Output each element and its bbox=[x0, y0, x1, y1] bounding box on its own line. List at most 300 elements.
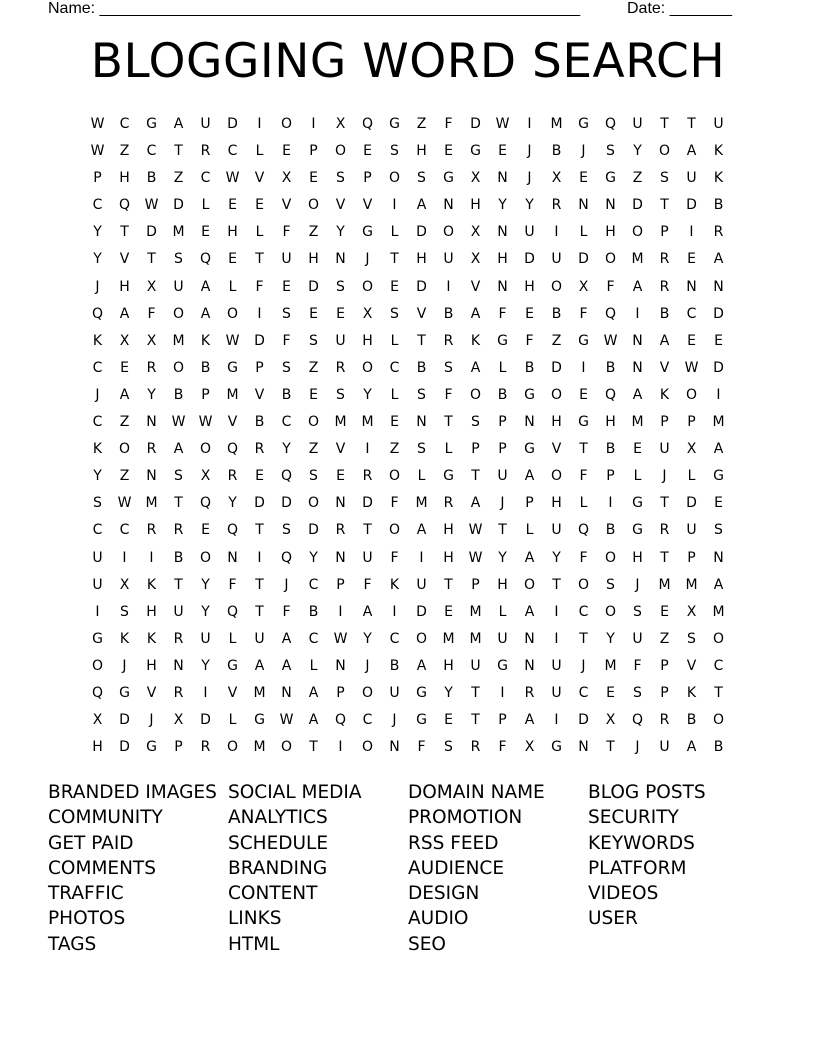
grid-letter: O bbox=[361, 684, 374, 701]
grid-letter: M bbox=[631, 251, 644, 268]
grid-letter: U bbox=[389, 684, 400, 701]
grid-letter: K bbox=[470, 332, 481, 349]
word-list-item: BRANDED IMAGES bbox=[48, 782, 217, 803]
grid-letter: P bbox=[660, 414, 669, 431]
word-list-item: GET PAID bbox=[48, 832, 134, 854]
grid-letter: B bbox=[281, 386, 292, 403]
grid-letter: N bbox=[497, 278, 508, 295]
grid-letter: O bbox=[577, 576, 590, 593]
word-list-item: AUDIENCE bbox=[408, 857, 505, 879]
grid-letter: T bbox=[390, 251, 399, 268]
grid-letter: M bbox=[550, 116, 563, 132]
grid-letter: N bbox=[416, 414, 427, 431]
word-list-item: TAGS bbox=[48, 933, 97, 955]
grid-letter: J bbox=[635, 739, 640, 756]
grid-letter: H bbox=[497, 576, 508, 593]
grid-letter: F bbox=[498, 305, 507, 322]
word-list-item: COMMENTS bbox=[48, 857, 156, 879]
grid-letter: C bbox=[92, 522, 103, 539]
grid-letter: B bbox=[713, 739, 724, 756]
grid-letter: D bbox=[173, 197, 184, 214]
grid-letter: D bbox=[308, 278, 319, 295]
grid-letter: N bbox=[281, 684, 292, 701]
grid-letter: O bbox=[199, 549, 212, 566]
grid-letter: O bbox=[550, 386, 563, 403]
grid-letter: D bbox=[119, 739, 130, 756]
grid-letter: H bbox=[119, 170, 130, 187]
grid-letter: J bbox=[365, 251, 370, 268]
grid-letter: E bbox=[687, 332, 696, 349]
grid-letter: K bbox=[119, 630, 130, 647]
grid-letter: W bbox=[225, 332, 240, 349]
grid-letter: B bbox=[605, 441, 616, 458]
grid-letter: S bbox=[282, 359, 291, 376]
grid-letter: A bbox=[200, 278, 211, 295]
grid-letter: T bbox=[498, 522, 507, 539]
grid-letter: X bbox=[551, 170, 562, 187]
grid-letter: G bbox=[497, 332, 508, 349]
grid-letter: T bbox=[471, 468, 480, 485]
grid-letter: L bbox=[390, 332, 399, 349]
grid-letter: E bbox=[579, 386, 588, 403]
grid-letter: L bbox=[525, 522, 534, 539]
grid-letter: V bbox=[146, 684, 157, 701]
grid-letter: A bbox=[524, 712, 535, 729]
grid-letter: H bbox=[551, 495, 562, 512]
grid-letter: J bbox=[284, 576, 289, 593]
grid-letter: D bbox=[470, 116, 481, 132]
grid-letter: Q bbox=[361, 116, 374, 132]
grid-letter: P bbox=[336, 684, 345, 701]
grid-letter: E bbox=[390, 278, 399, 295]
grid-letter: P bbox=[498, 414, 507, 431]
grid-letter: P bbox=[606, 468, 615, 485]
grid-letter: I bbox=[392, 603, 397, 620]
date-field-label: Date: _______ bbox=[627, 0, 732, 17]
grid-letter: O bbox=[550, 278, 563, 295]
grid-letter: O bbox=[226, 305, 239, 322]
grid-letter: E bbox=[363, 143, 372, 160]
grid-letter: R bbox=[659, 522, 670, 539]
grid-letter: N bbox=[713, 278, 724, 295]
grid-letter: H bbox=[605, 414, 616, 431]
word-list bbox=[48, 780, 768, 957]
grid-letter: E bbox=[525, 305, 534, 322]
grid-letter: S bbox=[471, 414, 480, 431]
grid-letter: W bbox=[117, 495, 132, 512]
word-list-item: AUDIO bbox=[408, 908, 469, 930]
grid-letter: L bbox=[498, 359, 507, 376]
grid-letter: L bbox=[255, 224, 264, 241]
grid-letter: C bbox=[119, 116, 130, 132]
grid-letter: V bbox=[416, 305, 427, 322]
grid-letter: A bbox=[281, 630, 292, 647]
grid-letter: O bbox=[307, 414, 320, 431]
grid-letter: E bbox=[309, 305, 318, 322]
grid-letter: E bbox=[714, 332, 723, 349]
grid-letter: O bbox=[550, 468, 563, 485]
grid-letter: D bbox=[713, 359, 724, 376]
grid-letter: O bbox=[307, 197, 320, 214]
grid-letter: V bbox=[470, 278, 481, 295]
grid-letter: I bbox=[149, 549, 154, 566]
grid-letter: P bbox=[498, 712, 507, 729]
grid-letter: B bbox=[686, 712, 697, 729]
grid-letter: U bbox=[362, 549, 373, 566]
grid-letter: E bbox=[444, 712, 453, 729]
grid-letter: I bbox=[554, 603, 559, 620]
grid-letter: H bbox=[470, 197, 481, 214]
grid-letter: O bbox=[469, 386, 482, 403]
grid-letter: I bbox=[608, 495, 613, 512]
grid-letter: W bbox=[225, 170, 240, 187]
grid-letter: H bbox=[119, 278, 130, 295]
grid-letter: F bbox=[498, 739, 507, 756]
grid-letter: E bbox=[444, 603, 453, 620]
word-list-item: HTML bbox=[228, 933, 280, 955]
grid-letter: S bbox=[282, 305, 291, 322]
grid-letter: Y bbox=[444, 684, 453, 701]
grid-letter: U bbox=[173, 278, 184, 295]
grid-letter: I bbox=[635, 305, 640, 322]
grid-letter: U bbox=[254, 630, 265, 647]
grid-letter: R bbox=[200, 739, 211, 756]
grid-letter: M bbox=[253, 739, 266, 756]
grid-letter: N bbox=[497, 224, 508, 241]
grid-letter: I bbox=[122, 549, 127, 566]
grid-letter: D bbox=[308, 522, 319, 539]
grid-letter: F bbox=[417, 739, 426, 756]
grid-letter: O bbox=[199, 441, 212, 458]
grid-letter: L bbox=[228, 278, 237, 295]
grid-letter: Y bbox=[363, 630, 372, 647]
grid-letter: N bbox=[686, 278, 697, 295]
grid-letter: J bbox=[95, 386, 100, 403]
word-list-item: LINKS bbox=[228, 908, 282, 930]
grid-letter: G bbox=[227, 359, 238, 376]
grid-letter: L bbox=[417, 468, 426, 485]
grid-letter: B bbox=[173, 549, 184, 566]
grid-letter: J bbox=[662, 468, 667, 485]
grid-letter: M bbox=[334, 414, 347, 431]
grid-letter: D bbox=[254, 332, 265, 349]
grid-letter: J bbox=[365, 657, 370, 674]
grid-letter: X bbox=[524, 739, 535, 756]
grid-letter: M bbox=[253, 684, 266, 701]
grid-letter: T bbox=[255, 603, 264, 620]
grid-letter: U bbox=[281, 251, 292, 268]
grid-letter: Q bbox=[604, 386, 617, 403]
grid-letter: X bbox=[335, 116, 346, 132]
grid-letter: G bbox=[119, 684, 130, 701]
word-list-item: PHOTOS bbox=[48, 908, 126, 930]
grid-letter: R bbox=[659, 712, 670, 729]
grid-letter: V bbox=[281, 197, 292, 214]
grid-letter: P bbox=[498, 441, 507, 458]
grid-letter: C bbox=[308, 576, 319, 593]
grid-letter: T bbox=[687, 116, 696, 132]
grid-letter: Z bbox=[308, 441, 319, 458]
grid-letter: Q bbox=[226, 522, 239, 539]
grid-letter: E bbox=[444, 143, 453, 160]
grid-letter: G bbox=[389, 116, 400, 132]
grid-letter: O bbox=[280, 739, 293, 756]
grid-letter: V bbox=[254, 170, 265, 187]
grid-letter: Y bbox=[228, 495, 237, 512]
grid-letter: R bbox=[173, 684, 184, 701]
grid-letter: E bbox=[606, 684, 615, 701]
grid-letter: U bbox=[200, 630, 211, 647]
grid-letter: R bbox=[659, 278, 670, 295]
grid-letter: C bbox=[119, 522, 130, 539]
grid-letter: S bbox=[120, 603, 129, 620]
grid-letter: E bbox=[660, 603, 669, 620]
grid-letter: S bbox=[444, 359, 453, 376]
grid-letter: P bbox=[687, 414, 696, 431]
grid-letter: N bbox=[173, 657, 184, 674]
grid-letter: Q bbox=[118, 197, 131, 214]
grid-letter: V bbox=[254, 386, 265, 403]
grid-letter: T bbox=[660, 549, 669, 566]
grid-letter: M bbox=[604, 657, 617, 674]
grid-letter: N bbox=[713, 549, 724, 566]
grid-letter: I bbox=[203, 684, 208, 701]
grid-letter: A bbox=[281, 657, 292, 674]
grid-letter: A bbox=[308, 712, 319, 729]
grid-letter: M bbox=[685, 576, 698, 593]
grid-letter: J bbox=[392, 712, 397, 729]
grid-letter: F bbox=[579, 305, 588, 322]
grid-letter: U bbox=[497, 468, 508, 485]
grid-letter: B bbox=[146, 170, 157, 187]
word-list-item: DOMAIN NAME bbox=[408, 782, 545, 803]
grid-letter: T bbox=[579, 441, 588, 458]
grid-letter: K bbox=[146, 576, 157, 593]
grid-letter: Y bbox=[606, 630, 615, 647]
grid-letter: U bbox=[470, 657, 481, 674]
grid-letter: Y bbox=[309, 549, 318, 566]
grid-letter: I bbox=[554, 224, 559, 241]
grid-letter: O bbox=[334, 143, 347, 160]
grid-letter: B bbox=[308, 603, 319, 620]
grid-letter: C bbox=[686, 305, 697, 322]
grid-letter: F bbox=[444, 116, 453, 132]
grid-letter: F bbox=[255, 278, 264, 295]
grid-letter: M bbox=[172, 224, 185, 241]
grid-letter: U bbox=[713, 116, 724, 132]
grid-letter: P bbox=[660, 657, 669, 674]
grid-letter: G bbox=[416, 712, 427, 729]
grid-letter: E bbox=[282, 278, 291, 295]
grid-letter: T bbox=[255, 251, 264, 268]
grid-letter: N bbox=[605, 197, 616, 214]
grid-letter: G bbox=[605, 170, 616, 187]
grid-letter: D bbox=[578, 712, 589, 729]
grid-letter: W bbox=[495, 116, 510, 132]
grid-letter: O bbox=[658, 143, 671, 160]
word-list-item: BLOG POSTS bbox=[588, 782, 706, 803]
grid-letter: E bbox=[390, 414, 399, 431]
grid-letter: K bbox=[686, 684, 697, 701]
grid-letter: I bbox=[419, 549, 424, 566]
grid-letter: E bbox=[714, 495, 723, 512]
grid-letter: Q bbox=[280, 468, 293, 485]
grid-letter: F bbox=[606, 278, 615, 295]
grid-letter: Z bbox=[308, 359, 319, 376]
grid-letter: S bbox=[606, 143, 615, 160]
grid-letter: S bbox=[336, 278, 345, 295]
grid-letter: R bbox=[146, 441, 157, 458]
grid-letter: T bbox=[660, 116, 669, 132]
grid-letter: X bbox=[362, 305, 373, 322]
grid-letter: K bbox=[200, 332, 211, 349]
grid-letter: Q bbox=[91, 305, 104, 322]
grid-letter: H bbox=[443, 522, 454, 539]
grid-letter: M bbox=[226, 386, 239, 403]
grid-letter: A bbox=[200, 305, 211, 322]
grid-letter: W bbox=[171, 414, 186, 431]
grid-letter: U bbox=[173, 603, 184, 620]
grid-letter: S bbox=[606, 576, 615, 593]
grid-letter: X bbox=[686, 603, 697, 620]
grid-letter: G bbox=[254, 712, 265, 729]
grid-letter: Y bbox=[525, 197, 534, 214]
grid-letter: Z bbox=[308, 224, 319, 241]
grid-letter: A bbox=[713, 441, 724, 458]
grid-letter: T bbox=[255, 522, 264, 539]
grid-letter: O bbox=[415, 630, 428, 647]
grid-letter: E bbox=[309, 386, 318, 403]
grid-letter: O bbox=[307, 495, 320, 512]
grid-letter: O bbox=[604, 251, 617, 268]
grid-letter: V bbox=[119, 251, 130, 268]
grid-letter: E bbox=[255, 197, 264, 214]
grid-letter: B bbox=[713, 197, 724, 214]
grid-letter: U bbox=[92, 549, 103, 566]
grid-letter: Z bbox=[416, 116, 427, 132]
grid-letter: S bbox=[282, 522, 291, 539]
grid-letter: S bbox=[336, 170, 345, 187]
grid-letter: B bbox=[605, 522, 616, 539]
grid-letter: V bbox=[227, 684, 238, 701]
grid-letter: Z bbox=[632, 170, 643, 187]
grid-letter: R bbox=[146, 522, 157, 539]
grid-letter: I bbox=[554, 630, 559, 647]
grid-letter: C bbox=[281, 414, 292, 431]
grid-letter: O bbox=[172, 359, 185, 376]
grid-letter: E bbox=[282, 143, 291, 160]
grid-letter: Q bbox=[199, 495, 212, 512]
grid-letter: X bbox=[470, 224, 481, 241]
word-list-item: BRANDING bbox=[228, 857, 328, 879]
grid-letter: H bbox=[632, 549, 643, 566]
grid-letter: T bbox=[471, 684, 480, 701]
grid-letter: A bbox=[254, 657, 265, 674]
grid-letter: Y bbox=[93, 251, 102, 268]
grid-letter: U bbox=[551, 657, 562, 674]
grid-letter: P bbox=[471, 576, 480, 593]
grid-letter: C bbox=[92, 414, 103, 431]
grid-letter: I bbox=[311, 116, 316, 132]
grid-letter: O bbox=[442, 224, 455, 241]
grid-letter: X bbox=[119, 332, 130, 349]
grid-letter: C bbox=[389, 359, 400, 376]
grid-letter: K bbox=[659, 386, 670, 403]
grid-letter: N bbox=[524, 414, 535, 431]
grid-letter: A bbox=[713, 576, 724, 593]
grid-letter: S bbox=[444, 739, 453, 756]
grid-letter: A bbox=[173, 116, 184, 132]
grid-letter: J bbox=[149, 712, 154, 729]
grid-letter: A bbox=[632, 278, 643, 295]
grid-letter: M bbox=[712, 603, 725, 620]
grid-letter: E bbox=[201, 224, 210, 241]
grid-letter: L bbox=[309, 657, 318, 674]
word-column bbox=[48, 780, 228, 957]
grid-letter: O bbox=[712, 712, 725, 729]
grid-letter: E bbox=[336, 468, 345, 485]
grid-letter: Q bbox=[280, 549, 293, 566]
grid-letter: O bbox=[712, 630, 725, 647]
grid-letter: L bbox=[579, 495, 588, 512]
grid-letter: P bbox=[201, 386, 210, 403]
grid-letter: L bbox=[444, 441, 453, 458]
grid-letter: F bbox=[390, 495, 399, 512]
grid-letter: T bbox=[255, 576, 264, 593]
grid-letter: R bbox=[443, 332, 454, 349]
grid-letter: K bbox=[713, 170, 724, 187]
grid-letter: S bbox=[714, 522, 723, 539]
grid-letter: F bbox=[525, 332, 534, 349]
grid-letter: I bbox=[527, 116, 532, 132]
grid-letter: I bbox=[257, 549, 262, 566]
grid-letter: F bbox=[390, 549, 399, 566]
grid-letter: F bbox=[579, 468, 588, 485]
grid-letter: Q bbox=[631, 712, 644, 729]
grid-letter: A bbox=[362, 603, 373, 620]
grid-letter: D bbox=[578, 251, 589, 268]
grid-letter: N bbox=[227, 549, 238, 566]
word-list-item: PROMOTION bbox=[408, 807, 523, 829]
word-list-item: SCHEDULE bbox=[228, 832, 329, 854]
grid-letter: D bbox=[524, 251, 535, 268]
header-line bbox=[48, 0, 748, 22]
grid-letter: P bbox=[309, 143, 318, 160]
grid-letter: I bbox=[257, 116, 262, 132]
grid-letter: Y bbox=[498, 197, 507, 214]
grid-letter: P bbox=[174, 739, 183, 756]
grid-letter: F bbox=[579, 549, 588, 566]
grid-letter: U bbox=[551, 522, 562, 539]
grid-letter: S bbox=[174, 251, 183, 268]
grid-letter: M bbox=[658, 576, 671, 593]
grid-letter: H bbox=[605, 224, 616, 241]
grid-letter: T bbox=[363, 522, 372, 539]
grid-letter: H bbox=[362, 332, 373, 349]
grid-letter: G bbox=[146, 116, 157, 132]
grid-letter: I bbox=[392, 197, 397, 214]
grid-letter: X bbox=[281, 170, 292, 187]
grid-letter: C bbox=[362, 712, 373, 729]
grid-letter: O bbox=[172, 305, 185, 322]
grid-letter: T bbox=[606, 739, 615, 756]
grid-letter: N bbox=[632, 332, 643, 349]
word-list-item: SECURITY bbox=[588, 807, 679, 829]
grid-letter: L bbox=[498, 603, 507, 620]
grid-letter: B bbox=[551, 143, 562, 160]
grid-letter: D bbox=[416, 278, 427, 295]
grid-letter: Y bbox=[363, 386, 372, 403]
